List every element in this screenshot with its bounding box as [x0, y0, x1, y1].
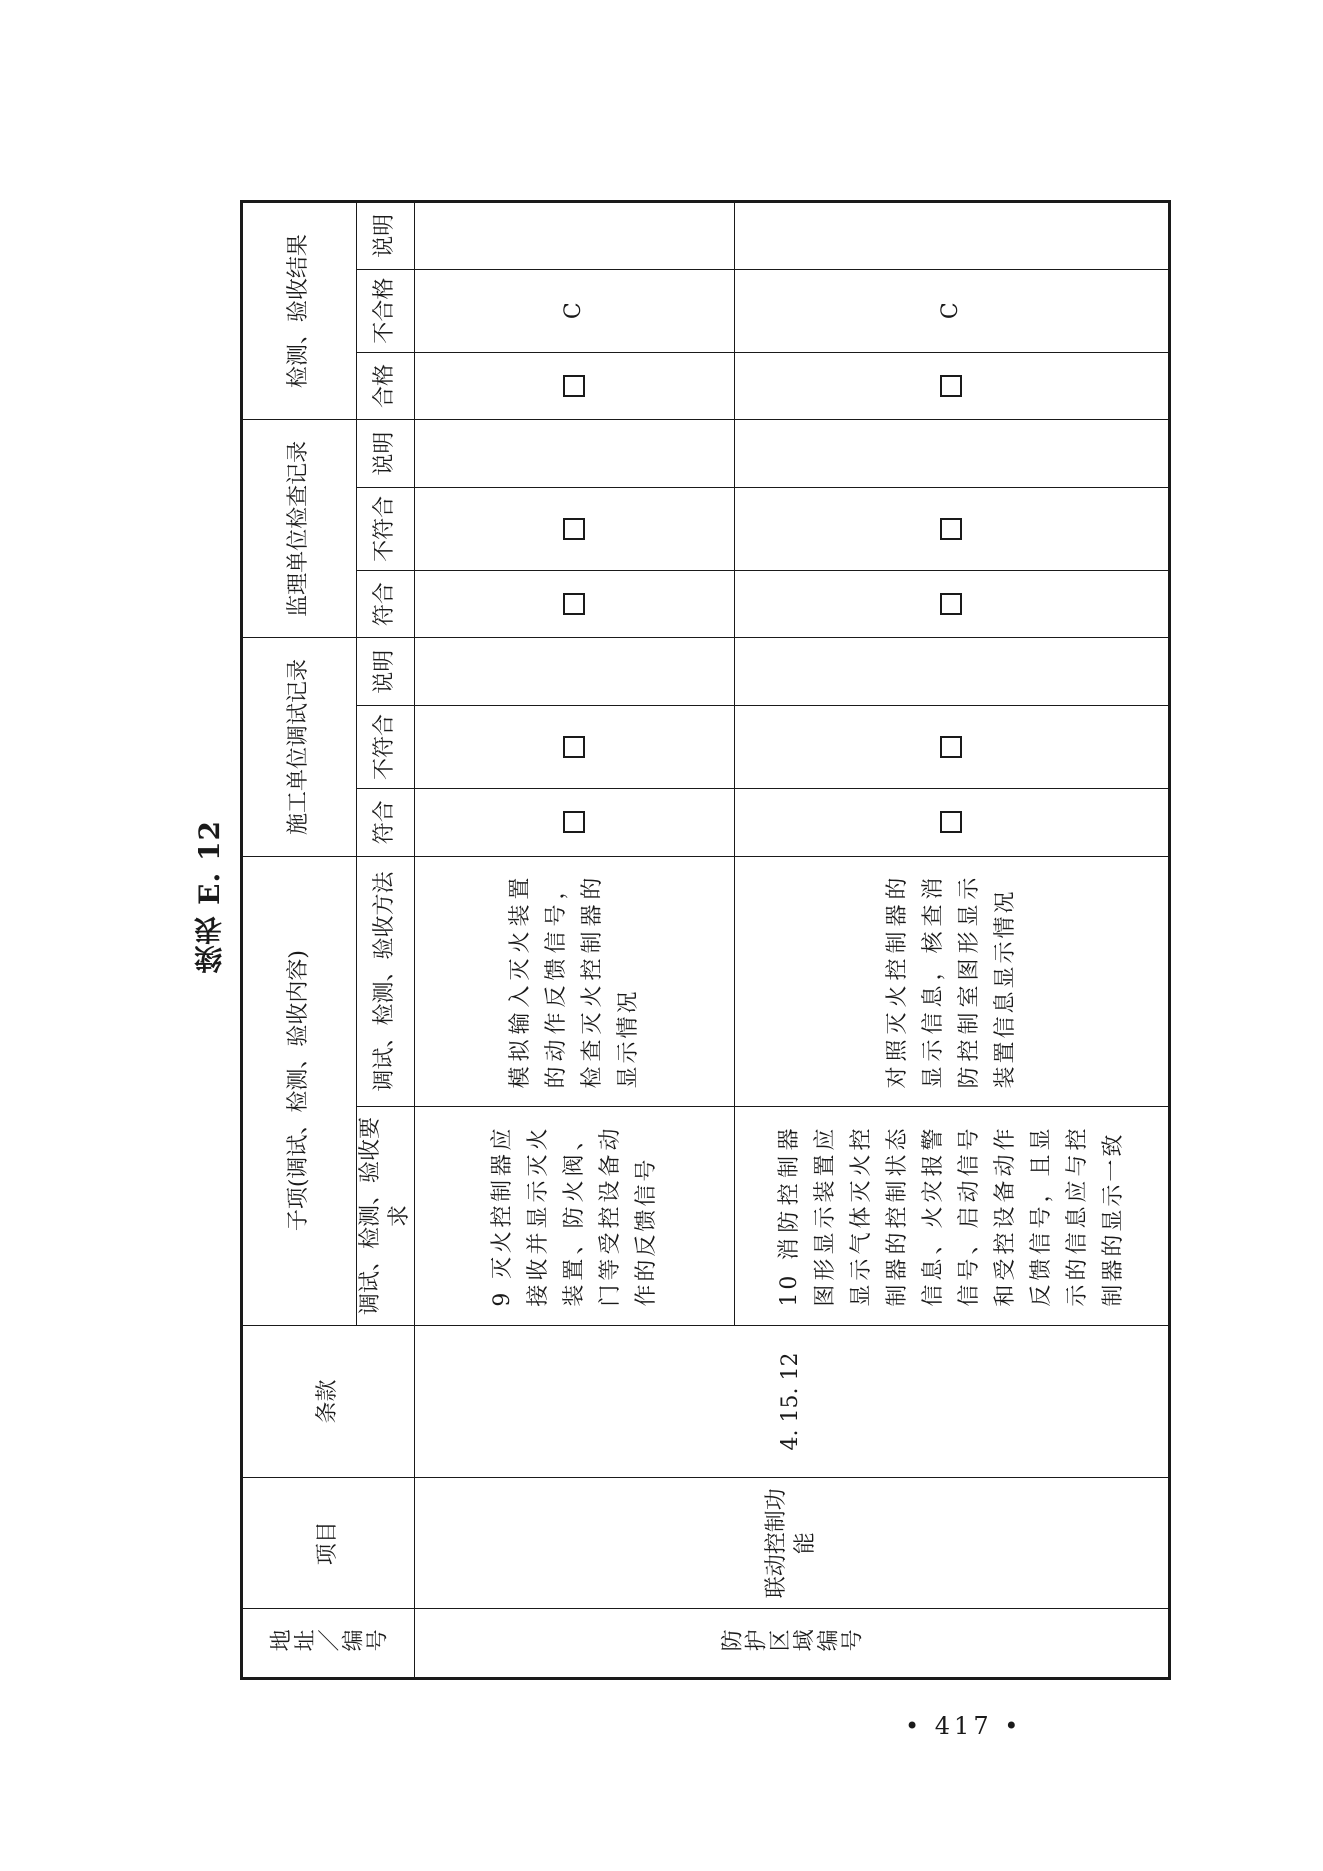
construction-not-conform-check[interactable]	[735, 706, 1170, 789]
rotated-page	[240, 200, 1160, 1680]
construction-not-conform-header: 不符合	[357, 706, 415, 789]
construction-note-header: 说明	[357, 638, 415, 706]
construction-note-cell[interactable]	[415, 638, 735, 706]
supervision-not-conform-check[interactable]	[415, 487, 735, 570]
table-row	[415, 202, 735, 1679]
checkbox-icon[interactable]	[940, 811, 962, 833]
method-cell: 模拟输入灭火装置的动作反馈信号，检查灭火控制器的显示情况	[415, 856, 735, 1107]
checkbox-icon[interactable]	[563, 375, 585, 397]
inspection-table	[240, 200, 1171, 1680]
construction-conform-check[interactable]	[735, 788, 1170, 856]
address-header: 地址／编号	[242, 1609, 415, 1679]
checkbox-icon[interactable]	[940, 593, 962, 615]
checkbox-icon[interactable]	[563, 811, 585, 833]
supervision-note-header: 说明	[357, 420, 415, 488]
construction-note-cell[interactable]	[735, 638, 1170, 706]
result-qualified-check[interactable]	[735, 352, 1170, 420]
result-unqualified-cell[interactable]	[415, 269, 735, 352]
checkbox-icon[interactable]	[940, 736, 962, 758]
page-title: 续表 E. 12	[193, 820, 226, 974]
result-qualified-check[interactable]	[415, 352, 735, 420]
construction-not-conform-check[interactable]	[415, 706, 735, 789]
checkbox-icon[interactable]	[563, 518, 585, 540]
supervision-not-conform-header: 不符合	[357, 487, 415, 570]
requirement-cell: 9 灭火控制器应接收并显示灭火装置、防火阀、门等受控设备动作的反馈信号	[415, 1107, 735, 1325]
supervision-conform-header: 符合	[357, 570, 415, 638]
zone-cell: 防护区域编号	[415, 1609, 1170, 1679]
checkbox-icon[interactable]	[563, 736, 585, 758]
sub-item-header: 子项(调试、检测、验收内容)	[242, 856, 357, 1325]
result-unqualified-cell[interactable]	[735, 269, 1170, 352]
item-cell: 联动控制功能	[415, 1478, 1170, 1609]
checkbox-icon[interactable]	[940, 375, 962, 397]
result-header: 检测、验收结果	[242, 202, 357, 420]
requirement-header: 调试、检测、验收要求	[357, 1107, 415, 1325]
method-header: 调试、检测、验收方法	[357, 856, 415, 1107]
supervision-conform-check[interactable]	[735, 570, 1170, 638]
supervision-note-cell[interactable]	[415, 420, 735, 488]
result-note-cell[interactable]	[735, 202, 1170, 270]
construction-header: 施工单位调试记录	[242, 638, 357, 856]
result-note-cell[interactable]	[415, 202, 735, 270]
supervision-header: 监理单位检查记录	[242, 420, 357, 638]
method-cell: 对照灭火控制器的显示信息，核查消防控制室图形显示装置信息显示情况	[735, 856, 1170, 1107]
supervision-not-conform-check[interactable]	[735, 487, 1170, 570]
result-note-header: 说明	[357, 202, 415, 270]
unqualified-mark: C	[561, 302, 587, 320]
construction-conform-header: 符合	[357, 788, 415, 856]
result-unqualified-header: 不合格	[357, 269, 415, 352]
checkbox-icon[interactable]	[940, 518, 962, 540]
supervision-note-cell[interactable]	[735, 420, 1170, 488]
checkbox-icon[interactable]	[563, 593, 585, 615]
clause-cell: 4. 15. 12	[415, 1325, 1170, 1478]
clause-header: 条款	[242, 1325, 415, 1478]
requirement-cell: 10 消防控制器图形显示装置应显示气体灭火控制器的控制状态信息、火灾报警信号、启动信号和受控设备动作反馈信号，且显示的信息应与控制器的显示一致	[735, 1107, 1170, 1325]
result-qualified-header: 合格	[357, 352, 415, 420]
item-header: 项目	[242, 1478, 415, 1609]
unqualified-mark: C	[938, 302, 964, 320]
construction-conform-check[interactable]	[415, 788, 735, 856]
page-number: • 417 •	[905, 1712, 1023, 1740]
supervision-conform-check[interactable]	[415, 570, 735, 638]
